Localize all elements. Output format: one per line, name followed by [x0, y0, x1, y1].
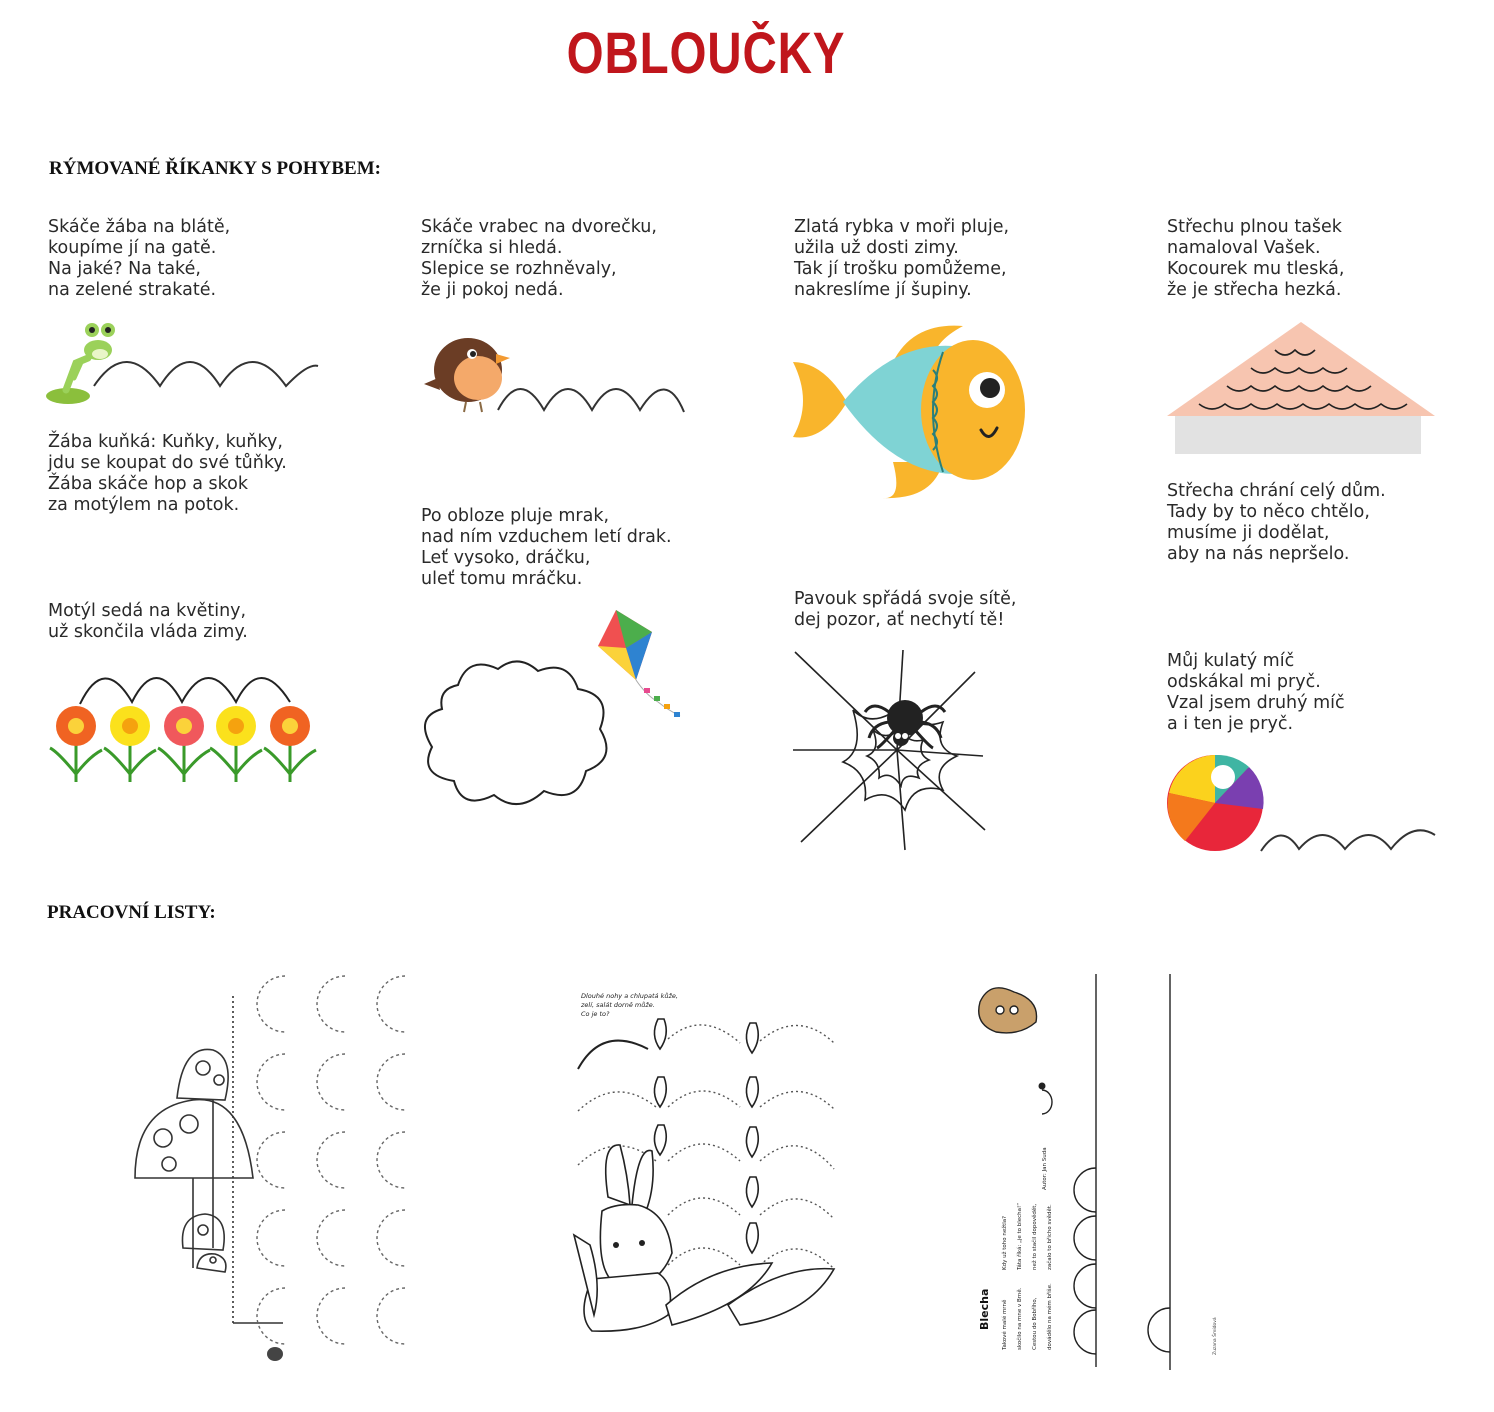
worksheet-blecha-lines-a: Takové malé mrně skočilo na mne v Brně. Cestou do Bobřího, dovádělo na mém břiše. [1002, 1283, 1053, 1350]
verse-motyl: Motýl sedá na květiny, už skončila vláda zimy. [48, 601, 248, 642]
verse-mic: Můj kulatý míč odskákal mi pryč. Vzal jsem druhý míč a i ten je pryč. [1167, 651, 1345, 734]
worksheet-blecha-author: Autor: Jan Suda [1042, 1147, 1048, 1190]
worksheet-rabbit-text: Dlouhé nohy a chlupatá kůže, zelí, salát dorně může. Co je to? [581, 992, 678, 1018]
worksheet-blecha-lines-b: Kdy už toho nežtla? Táta říká: „je to blecha!“ než to stačil dopovědět, začalo to břicho svědět. [1002, 1202, 1053, 1270]
fish-icon [793, 322, 1028, 502]
kite-icon [596, 610, 686, 725]
section-heading-pracovni-listy: PRACOVNÍ LISTY: [47, 902, 216, 923]
verse-strecha-1: Střechu plnou tašek namaloval Vašek. Kocourek mu tleská, že je střecha hezká. [1167, 217, 1345, 300]
verse-strecha-2: Střecha chrání celý dům. Tady by to něco chtělo, musíme ji dodělat, aby na nás nepršelo. [1167, 481, 1386, 564]
section-heading-rikanky: RÝMOVANÉ ŘÍKANKY S POHYBEM: [49, 158, 381, 179]
roof-icon [1167, 322, 1437, 457]
verse-zaba-1: Skáče žába na blátě, koupíme jí na gatě. Na jaké? Na také, na zelené strakaté. [48, 217, 231, 300]
worksheet-mushrooms [133, 968, 411, 1368]
page-title: OBLOUČKY [566, 21, 846, 86]
spider-icon [793, 650, 988, 850]
worksheet-blecha-credit: Zuzana Šmídová [1213, 1317, 1218, 1355]
ball-icon [1167, 753, 1439, 858]
verse-pavouk: Pavouk spřádá svoje sítě, dej pozor, ať nechytí tě! [794, 589, 1017, 630]
verse-zaba-2: Žába kuňká: Kuňky, kuňky, jdu se koupat do své tůňky. Žába skáče hop a skok za motýlem na potok. [48, 432, 287, 515]
sparrow-icon [420, 320, 690, 420]
verse-vrabec: Skáče vrabec na dvorečku, zrníčka si hledá. Slepice se rozhněvaly, že ji pokoj nedá. [421, 217, 657, 300]
flowers-icon [48, 664, 318, 789]
verse-rybka: Zlatá rybka v moři pluje, užila už dosti zimy. Tak jí trošku pomůžeme, nakreslíme jí šupiny. [794, 217, 1010, 300]
cloud-icon [418, 655, 618, 815]
worksheet-rabbit [572, 1015, 842, 1355]
verse-mrak: Po obloze pluje mrak, nad ním vzduchem letí drak. Leť vysoko, dráčku, uleť tomu mráčku. [421, 506, 672, 589]
worksheet-blecha-title: Blecha [978, 1288, 991, 1330]
frog-icon [46, 318, 326, 408]
